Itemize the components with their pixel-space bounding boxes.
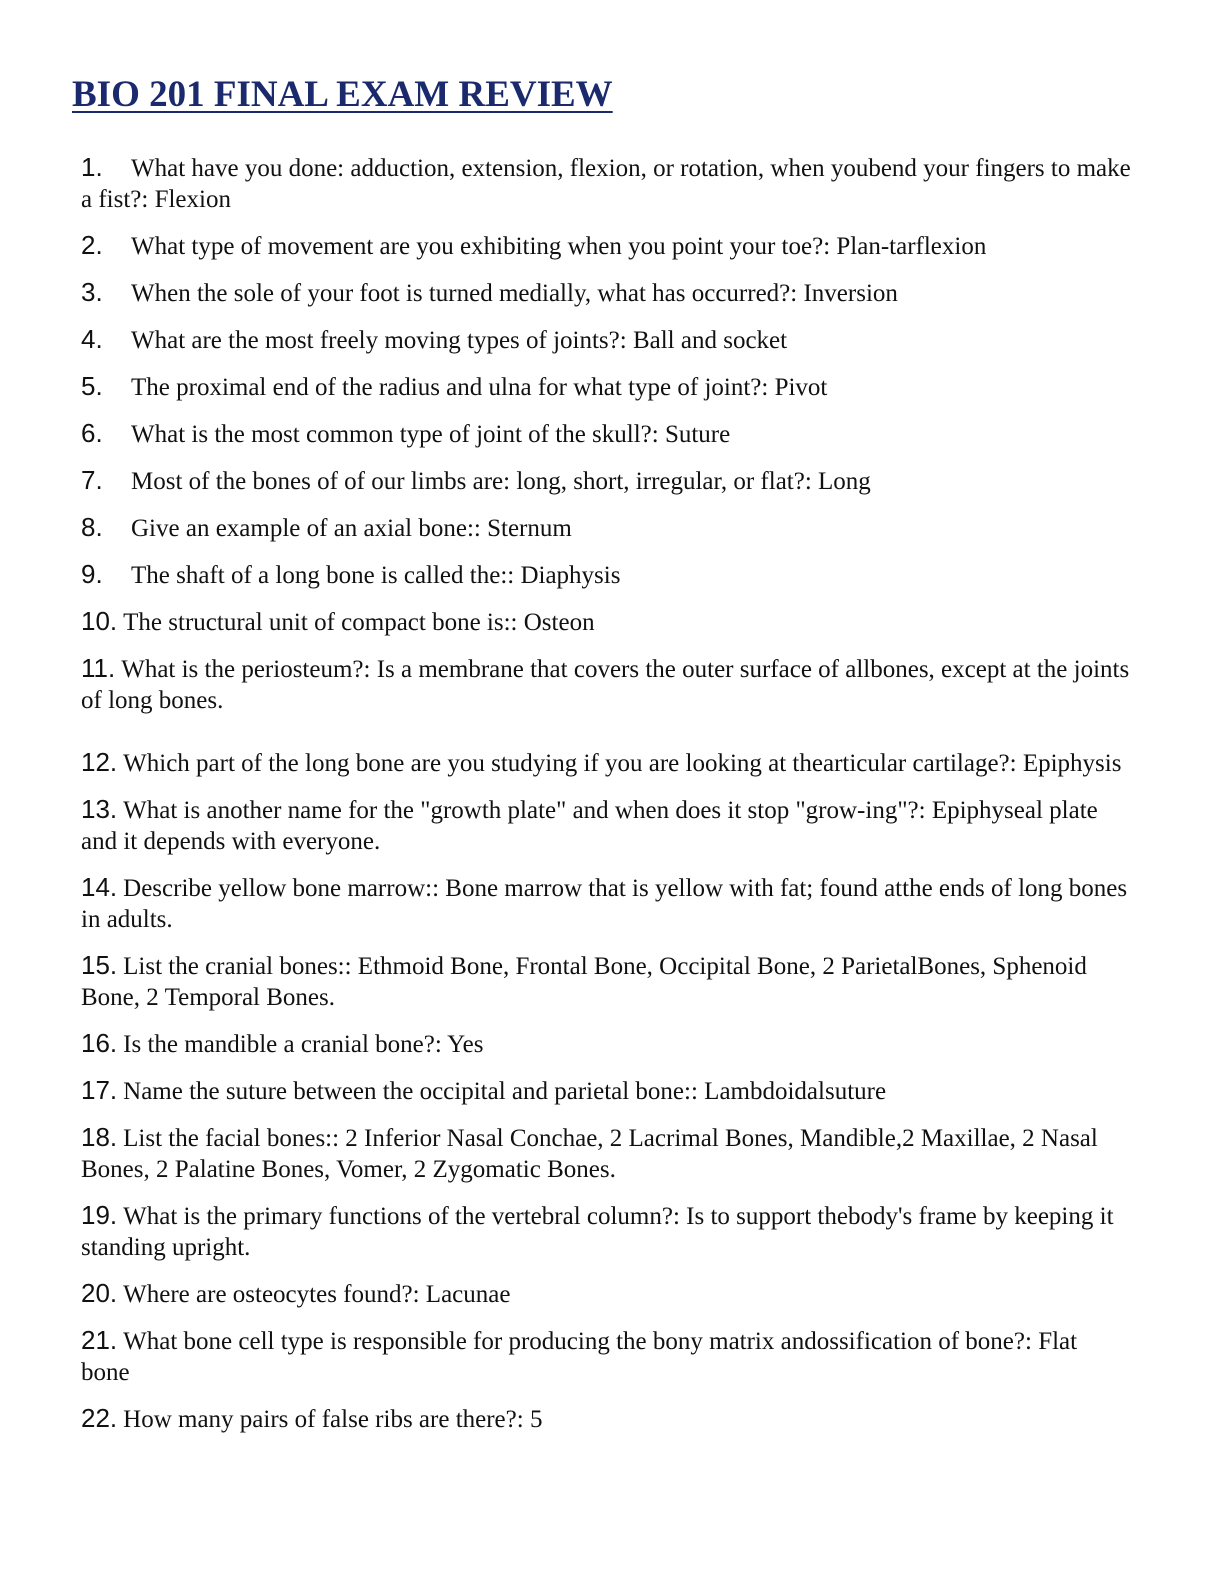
question-number: 11. <box>81 653 116 683</box>
question-text: Describe yellow bone marrow:: Bone marrow that is yellow with fat; found atthe ends of long bones in adults. <box>81 875 1128 933</box>
question-item <box>81 1028 1131 1060</box>
question-text: List the cranial bones:: Ethmoid Bone, Frontal Bone, Occipital Bone, 2 ParietalBones, Sphenoid Bone, 2 Temporal Bones. <box>81 953 1087 1011</box>
question-number: 14. <box>81 872 118 902</box>
question-item <box>81 1278 1131 1310</box>
question-item <box>81 747 1131 779</box>
question-item <box>81 230 1131 262</box>
question-text: Give an example of an axial bone:: Sternum <box>131 515 572 542</box>
question-item <box>81 1122 1131 1185</box>
question-number: 10. <box>81 606 118 636</box>
question-text: The shaft of a long bone is called the:: Diaphysis <box>131 562 621 589</box>
question-item <box>81 794 1131 857</box>
question-item <box>81 950 1131 1013</box>
question-text: The proximal end of the radius and ulna for what type of joint?: Pivot <box>131 374 828 401</box>
question-number: 3. <box>81 277 103 307</box>
question-text: What is another name for the "growth plate" and when does it stop "grow-ing"?: Epiphyseal plate and it depends with everyone. <box>81 797 1098 855</box>
question-text: Name the suture between the occipital and parietal bone:: Lambdoidalsuture <box>123 1078 887 1105</box>
question-text: What is the primary functions of the vertebral column?: Is to support thebody's frame by keeping it standing upright. <box>81 1203 1114 1261</box>
question-number: 18. <box>81 1122 118 1152</box>
question-number: 16. <box>81 1028 118 1058</box>
question-item <box>81 1403 1131 1435</box>
question-text: What is the most common type of joint of the skull?: Suture <box>131 421 731 448</box>
question-number: 2. <box>81 230 103 260</box>
question-number: 6. <box>81 418 103 448</box>
question-text: What have you done: adduction, extension, flexion, or rotation, when youbend your fingers to make a fist?: Flexion <box>81 155 1131 213</box>
question-item <box>81 606 1131 638</box>
question-text: What bone cell type is responsible for producing the bony matrix andossification of bone?: Flat bone <box>81 1328 1078 1386</box>
question-text: What is the periosteum?: Is a membrane that covers the outer surface of allbones, except at the joints of long bones. <box>81 656 1130 714</box>
question-number: 17. <box>81 1075 118 1105</box>
question-text: Where are osteocytes found?: Lacunae <box>123 1281 511 1308</box>
question-number: 1. <box>81 152 103 182</box>
document-title: BIO 201 FINAL EXAM REVIEW <box>72 74 613 115</box>
question-item <box>81 152 1131 215</box>
question-text: When the sole of your foot is turned medially, what has occurred?: Inversion <box>131 280 898 307</box>
question-item <box>81 1325 1131 1388</box>
question-number: 22. <box>81 1403 118 1433</box>
question-number: 21. <box>81 1325 118 1355</box>
question-number: 15. <box>81 950 118 980</box>
question-text: What are the most freely moving types of joints?: Ball and socket <box>131 327 788 354</box>
question-text: The structural unit of compact bone is:: Osteon <box>123 609 595 636</box>
question-text: Most of the bones of of our limbs are: long, short, irregular, or flat?: Long <box>131 468 871 495</box>
question-number: 12. <box>81 747 118 777</box>
question-item <box>81 465 1131 497</box>
question-item <box>81 418 1131 450</box>
question-number: 20. <box>81 1278 118 1308</box>
question-item <box>81 1075 1131 1107</box>
question-number: 7. <box>81 465 103 495</box>
question-item <box>81 512 1131 544</box>
question-text: List the facial bones:: 2 Inferior Nasal Conchae, 2 Lacrimal Bones, Mandible,2 Maxillae, 2 Nasal Bones, 2 Palatine Bones, Vomer, 2 Zygomatic Bones. <box>81 1125 1098 1183</box>
question-number: 8. <box>81 512 103 542</box>
question-list <box>81 152 1131 1450</box>
question-text: Is the mandible a cranial bone?: Yes <box>123 1031 484 1058</box>
question-number: 9. <box>81 559 103 589</box>
question-item <box>81 559 1131 591</box>
question-item <box>81 324 1131 356</box>
question-text: Which part of the long bone are you studying if you are looking at thearticular cartilage?: Epiphysis <box>123 750 1122 777</box>
question-item <box>81 653 1131 716</box>
question-item <box>81 1200 1131 1263</box>
question-number: 5. <box>81 371 103 401</box>
question-number: 13. <box>81 794 118 824</box>
question-item <box>81 277 1131 309</box>
question-item <box>81 371 1131 403</box>
question-item <box>81 872 1131 935</box>
question-text: What type of movement are you exhibiting when you point your toe?: Plan-tarflexion <box>131 233 987 260</box>
question-text: How many pairs of false ribs are there?: 5 <box>123 1406 543 1433</box>
question-number: 4. <box>81 324 103 354</box>
question-number: 19. <box>81 1200 118 1230</box>
